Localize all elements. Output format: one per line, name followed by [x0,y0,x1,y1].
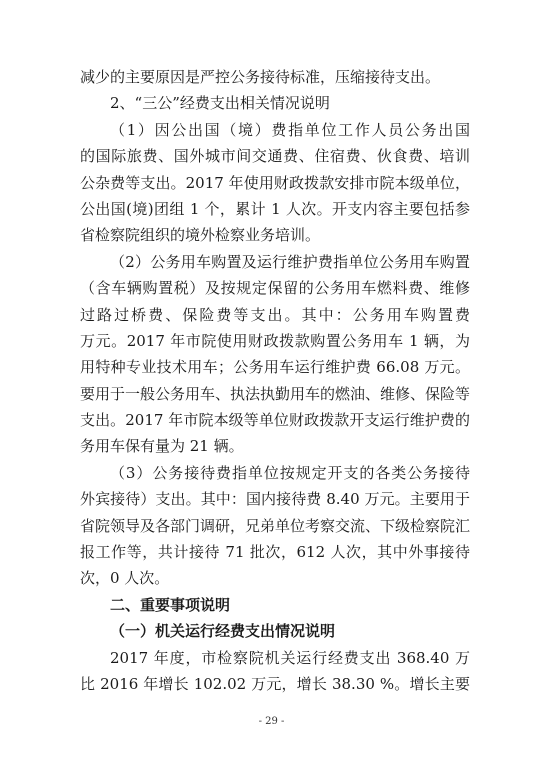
text-line: 用特种专业技术用车；公务用车运行维护费 66.08 万元。 [80,358,470,377]
section-heading: 二、重要事项说明 [110,595,231,614]
text-line: （含车辆购置税）及按规定保留的公务用车燃料费、维修 [80,279,470,298]
text-line: 公出国(境)团组 1 个，累计 1 人次。开支内容主要包括参 [80,199,470,218]
text-line: 万元。2017 年市院使用财政拨款购置公务用车 1 辆，为 [80,331,470,350]
text-line: 公杂费等支出。2017 年使用财政拨款安排市院本级单位， [80,173,470,192]
text-line: 支出。2017 年市院本级等单位财政拨款开支运行维护费的 [80,411,470,430]
text-line: （2）公务用车购置及运行维护费指单位公务用车购置 [110,252,470,271]
text-line: 报工作等，共计接待 71 批次，612 人次，其中外事接待 [80,543,470,562]
text-line: 2017 年度，市检察院机关运行经费支出 368.40 万 [110,648,470,667]
subsection-heading: 2、“三公”经费支出相关情况说明 [110,94,330,113]
text-line: 比 2016 年增长 102.02 万元，增长 38.30 %。增长主要 [80,674,470,693]
text-line: 务用车保有量为 21 辆。 [80,437,244,456]
text-line: （1）因公出国（境）费指单位工作人员公务出国 [110,120,470,139]
text-line: 要用于一般公务用车、执法执勤用车的燃油、维修、保险等 [80,384,470,403]
text-line: 外宾接待）支出。其中：国内接待费 8.40 万元。主要用于 [80,490,470,509]
subsection-heading: （一）机关运行经费支出情况说明 [110,622,336,641]
document-page [80,64,470,697]
text-line: 的国际旅费、国外城市间交通费、住宿费、伙食费、培训 [80,147,470,166]
text-line: 次，0 人次。 [80,569,170,588]
text-line: 过路过桥费、保险费等支出。其中：公务用车购置费 [80,305,470,324]
text-line: 省检察院组织的境外检察业务培训。 [80,226,321,245]
text-line: 减少的主要原因是严控公务接待标准，压缩接待支出。 [80,68,441,86]
page-number: - 29 - [258,716,285,727]
text-line: 省院领导及各部门调研，兄弟单位考察交流、下级检察院汇 [80,516,470,535]
text-line: （3）公务接待费指单位按规定开支的各类公务接待 [110,463,470,482]
